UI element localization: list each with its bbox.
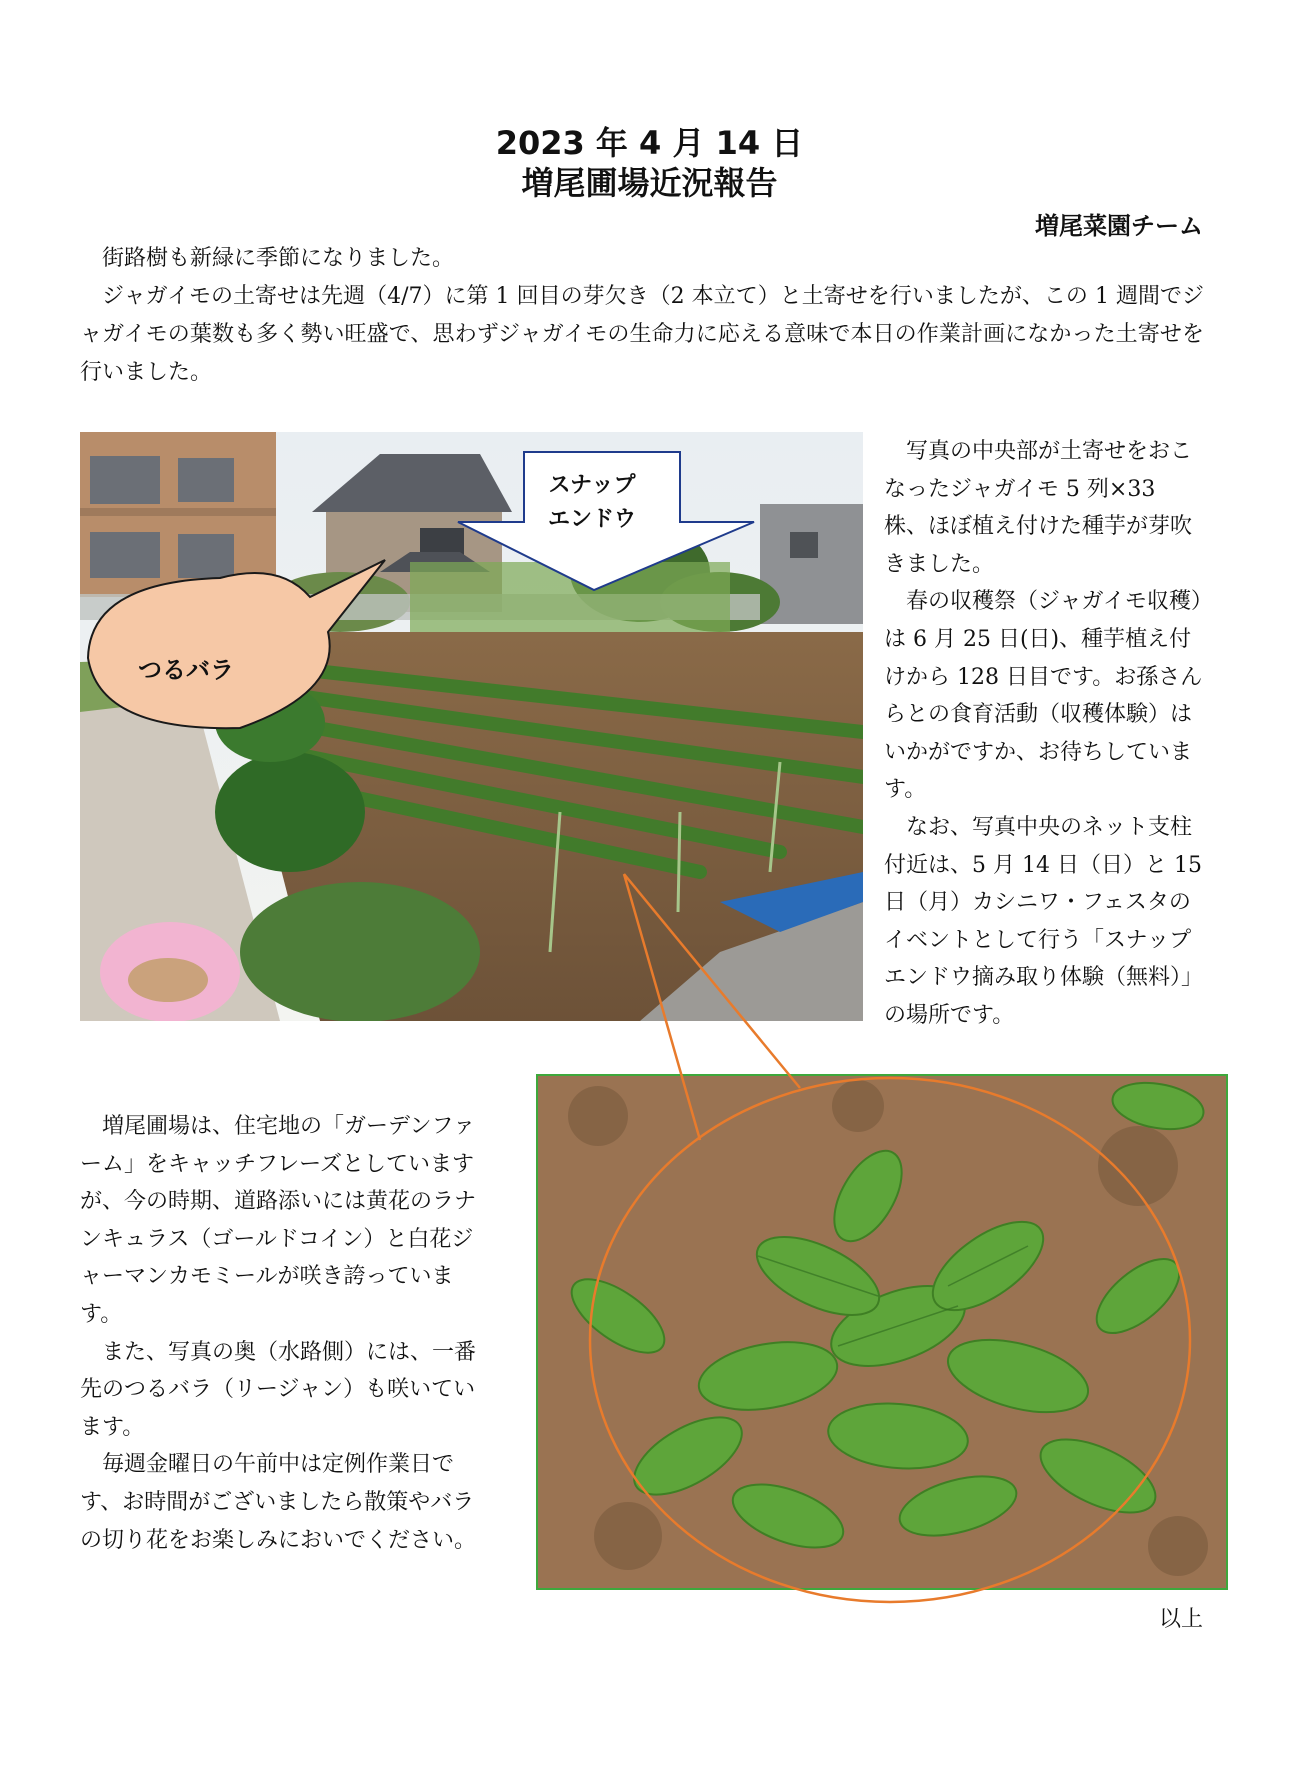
intro-paragraph-1: 街路樹も新緑に季節になりました。 xyxy=(102,246,455,271)
right-paragraph-1: 写真の中央部が土寄せをおこなったジャガイモ 5 列×33 株、ほぼ植え付けた種芋が芽吹きました。 xyxy=(884,439,1193,577)
report-title: 増尾圃場近況報告 xyxy=(521,164,778,202)
highlight-circle xyxy=(590,1078,1190,1602)
right-paragraph-2: 春の収穫祭（ジャガイモ収穫）は 6 月 25 日(日)、種芋植え付けから 128 日目です。お孫さんらとの食育活動（収穫体験）はいかがですか、お待ちしています。 xyxy=(884,589,1203,803)
left-paragraph-2: また、写真の奥（水路側）には、一番先のつるバラ（リージャン）も咲いています。 xyxy=(80,1339,477,1440)
snap-pea-label-line2: エンドウ xyxy=(547,507,637,532)
left-paragraph-1: 増尾圃場は、住宅地の「ガーデンファーム」をキャッチフレーズとしていますが、今の時期、道路添いには黄花のラナンキュラス（ゴールドコイン）と白花ジャーマンカモミールが咲き誇っています。 xyxy=(80,1114,477,1327)
report-date: 2023 年 4 月 14 日 xyxy=(495,124,804,162)
snap-pea-label-line1: スナップ xyxy=(548,473,636,498)
right-paragraph-3: なお、写真中央のネット支柱付近は、5 月 14 日（日）と 15 日（月）カシニワ・フェスタのイベントとして行う「スナップエンドウ摘み取り体験（無料）」の場所です。 xyxy=(884,814,1204,1028)
closing-mark: 以上 xyxy=(1158,1607,1203,1632)
left-paragraph-3: 毎週金曜日の午前中は定例作業日です、お時間がございましたら散策やバラの切り花をお楽しみにおいでください。 xyxy=(80,1452,477,1553)
report-author: 増尾菜園チーム xyxy=(1035,212,1203,240)
highlight-pointer xyxy=(624,874,800,1140)
intro-paragraph-2: ジャガイモの土寄せは先週（4/7）に第 1 回目の芽欠き（2 本立て）と土寄せを行いましたが、この 1 週間でジャガイモの葉数も多く勢い旺盛で、思わずジャガイモの生命力に応える意味で本日の作業計画になかった土寄せを行いました。 xyxy=(80,284,1204,385)
rose-callout-label: つるバラ xyxy=(138,656,234,684)
